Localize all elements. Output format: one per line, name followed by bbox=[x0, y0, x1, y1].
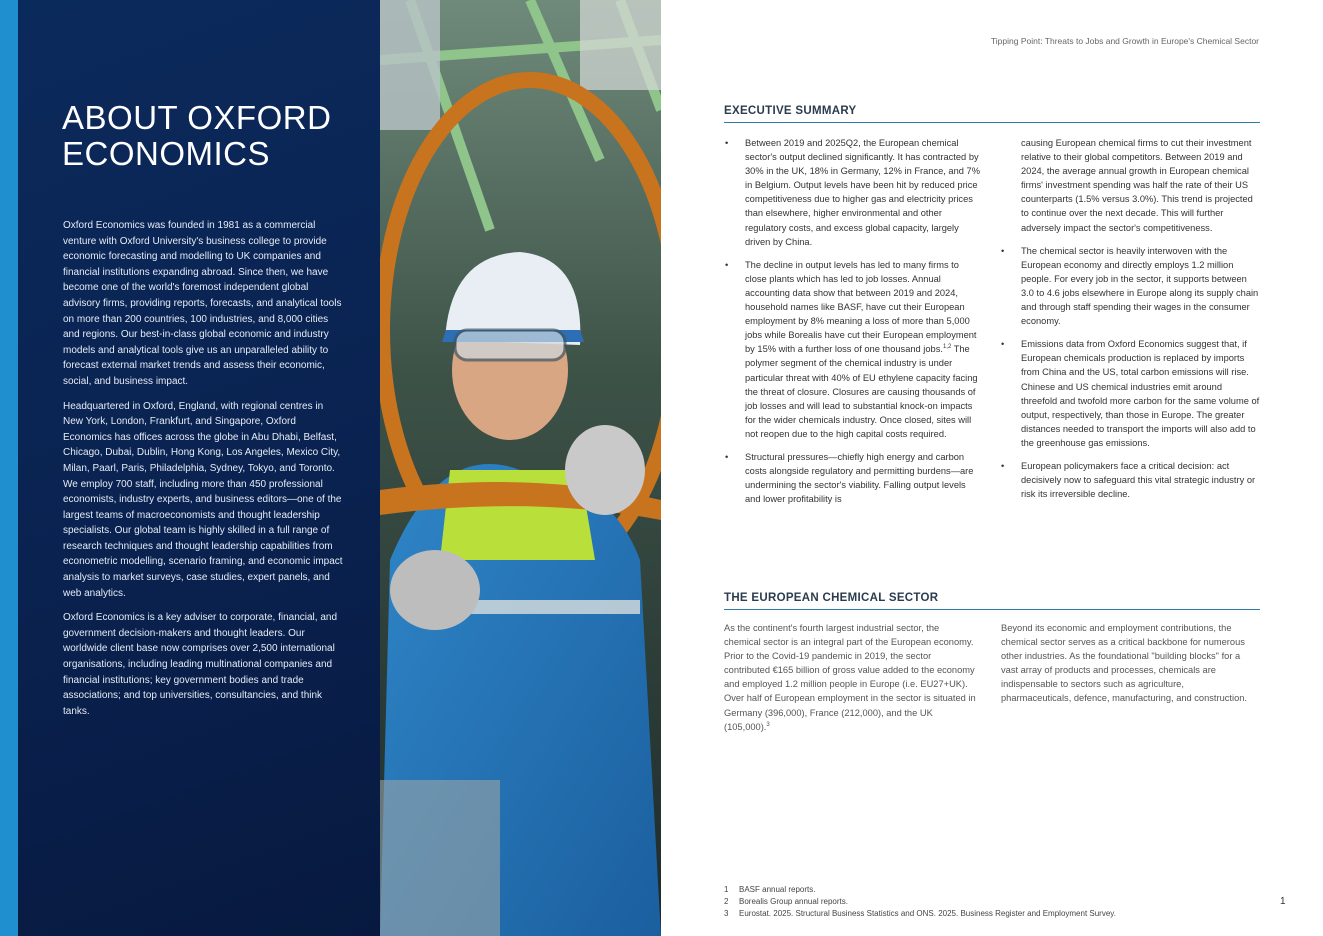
chemical-sector-paragraph-left: As the continent's fourth largest industrial sector, the chemical sector is an integral part of the European economy. Prior to the Covid-19 pandemic in 2019, the sector contributed €165 billion of gross value added to the economy and employed 1.2 million people in Europe (i.e. EU27+UK). Over half of European employment in the sector is situated in Germany (396,000), France (212,000), and the UK (105,000).$^3$ bbox=[724, 623, 976, 732]
footnote: 3 Eurostat. 2025. Structural Business Statistics and ONS. 2025. Business Register and Employment Survey. bbox=[724, 909, 1116, 918]
about-paragraph: Oxford Economics was founded in 1981 as a commercial venture with Oxford University's business college to provide economic forecasting and modelling to UK companies and financial institutions expanding abroad. Since then, we have become one of the world's foremost independent global advisory firms, providing reports, forecasts, and analytical tools on more than 200 countries, 100 industries, and 8,000 cities and regions. Our best-in-class global economic and industry models and analytical tools give us an unparalleled ability to forecast external market trends and assess their economic, social, and business impact. bbox=[63, 220, 342, 387]
worker-photo-illustration bbox=[380, 0, 661, 936]
footnote-ref: 1,2 bbox=[942, 344, 952, 351]
summary-bullet: • The decline in output levels has led to many firms to close plants which has led to job losses. Annual accounting data show that between 2019 and 2024, household names like BASF, have cut their European employment by 8% meaning a loss of more than 5,000 jobs while Borealis have cut their European employment by 15% with a further loss of one thousand jobs.$^{1,2}$ The polymer segment of the chemical industry is under particular threat with 40% of EU ethylene capacity facing the threat of closure. Closures are causing thousands of job losses and will lead to substantial knock-on impacts for the wider chemicals industry. Once closed, sites will not reopen due to the high capital costs required. bbox=[724, 258, 982, 441]
summary-bullet: • The chemical sector is heavily interwoven with the European economy and directly employs 1.2 million people. For every job in the sector, it supports between 3.0 to 4.6 jobs elsewhere in Europe along its supply chain and through staff spending their wages in the consumer economy. bbox=[1000, 244, 1260, 329]
page-number: 1 bbox=[1280, 896, 1286, 907]
chemical-sector-paragraph-right: Beyond its economic and employment contributions, the chemical sector serves as a critical backbone for numerous other industries. As the foundational "building blocks" for a vast array of products and processes, chemicals are indispensable to sectors such as agriculture, pharmaceuticals, defence, manufacturing, and construction. bbox=[1001, 623, 1247, 704]
chemical-sector-title: THE EUROPEAN CHEMICAL SECTOR bbox=[724, 592, 1260, 610]
about-paragraph: Headquartered in Oxford, England, with regional centres in New York, London, Frankfurt, and Singapore, Oxford Economics has offices across the globe in Abu Dhabi, Belfast, Chicago, Dubai, Dublin, Hong Kong, Los Angeles, Mexico City, Milan, Paarl, Paris, Philadelphia, Sydney, Tokyo, and Toronto. We employ 700 staff, including more than 450 professional economists, industry experts, and business editors—one of the largest teams of macroeconomists and thought leadership specialists. Our global team is highly skilled in a full range of research techniques and thought leadership capabilities from econometric modelling, scenario framing, and economic impact analysis to market surveys, case studies, expert panels, and web analytics. bbox=[63, 400, 343, 599]
summary-column-left bbox=[724, 136, 982, 515]
summary-column-right bbox=[1000, 136, 1260, 510]
summary-bullet: • Emissions data from Oxford Economics suggest that, if European chemicals production is replaced by imports from China and the US, total carbon emissions will rise. Chinese and US chemical industries emit around threefold and twofold more carbon for the same volume of output, respectively, than those in Europe. The greater distances needed to transport the imports will also add to the greenhouse gas emissions. bbox=[1000, 337, 1260, 450]
footnote: 1 BASF annual reports. bbox=[724, 885, 816, 894]
about-paragraph: Oxford Economics is a key adviser to corporate, financial, and government decision-makers and thought leaders. Our worldwide client base now comprises over 2,500 international organisations, including leading multinational companies and financial institutions; key government bodies and trade associations; and top universities, consultancies, and think tanks. bbox=[63, 612, 338, 717]
worker-photo bbox=[380, 0, 661, 936]
summary-bullet: • Structural pressures—chiefly high energy and carbon costs alongside regulatory and permitting burdens—are undermining the sector's viability. Falling output levels and lower profitability is bbox=[724, 450, 982, 506]
about-panel bbox=[18, 0, 380, 936]
summary-bullet: • Between 2019 and 2025Q2, the European chemical sector's output declined significantly. It has contracted by 30% in the UK, 18% in Germany, 12% in France, and 7% in Belgium. Output levels have been hit by reduced price competitiveness due to higher gas and electricity prices than elsewhere, higher environmental and other regulatory costs, and excess global capacity, largely driven by China. bbox=[724, 136, 982, 249]
running-head: Tipping Point: Threats to Jobs and Growth in Europe's Chemical Sector bbox=[990, 36, 1259, 46]
accent-stripe bbox=[0, 0, 18, 936]
footnote: 2 Borealis Group annual reports. bbox=[724, 897, 848, 906]
about-text bbox=[63, 218, 345, 728]
footnote-ref: 3 bbox=[766, 721, 770, 728]
executive-summary-title: EXECUTIVE SUMMARY bbox=[724, 105, 1260, 123]
about-title: ABOUT OXFORD ECONOMICS bbox=[62, 99, 332, 172]
summary-bullet-continuation: causing European chemical firms to cut their investment relative to their global competitors. Between 2019 and 2024, the average annual growth in European chemical firms' investment spending was half the rate of their US counterparts (1.5% versus 3.0%). This trend is projected to continue over the next decade. This will further adversely impact the sector's competitiveness. bbox=[1021, 138, 1253, 233]
footnotes bbox=[724, 884, 1116, 920]
summary-bullet: • European policymakers face a critical decision: act decisively now to safeguard this vital strategic industry or risk its irreversible decline. bbox=[1000, 459, 1260, 501]
